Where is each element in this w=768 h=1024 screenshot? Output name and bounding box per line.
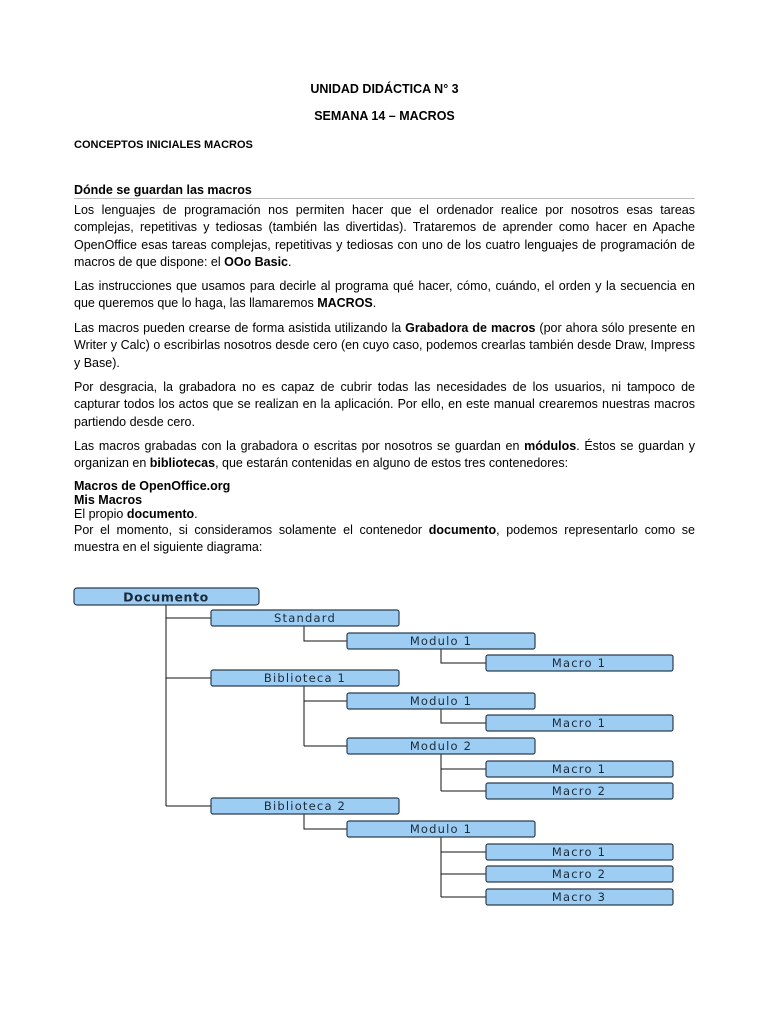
- node-b1-m2-macro2: [486, 783, 673, 799]
- node-standard-label: Standard: [274, 611, 336, 625]
- node-std-m1-macro1-label: Macro 1: [551, 656, 607, 670]
- section-label: CONCEPTOS INICIALES MACROS: [74, 139, 253, 151]
- node-biblioteca1-label: Biblioteca 1: [263, 671, 347, 685]
- node-standard: [211, 610, 399, 626]
- container-openoffice: Macros de OpenOffice.org: [74, 479, 231, 493]
- ooo-basic-term: OOo Basic: [224, 255, 289, 270]
- node-b2-m1-macro2: [486, 866, 673, 882]
- paragraph-storage-c: , que estarán contenidas en alguno de estos tres contenedores:: [215, 456, 569, 471]
- node-std-m1-macro1: [486, 655, 673, 671]
- container-document-end: .: [194, 507, 198, 521]
- node-b1-m1-macro1-label: Macro 1: [551, 716, 607, 730]
- unit-title: UNIDAD DIDÁCTICA N° 3: [310, 82, 459, 96]
- node-std-modulo1: [347, 633, 535, 649]
- connector-b1-modulo2: [441, 754, 486, 791]
- document-term-2: documento: [428, 523, 497, 537]
- node-b1-m2-macro1-label: Macro 1: [551, 762, 607, 776]
- paragraph-instructions-text: Las instrucciones que usamos para decirle al programa qué hacer, cómo, cuándo, el orden y la secuencia en que queremos que lo haga, las llamaremos: [74, 279, 695, 311]
- document-term: documento: [126, 507, 195, 521]
- connector-standard: [304, 626, 347, 641]
- paragraph-recorder-b: (por ahora sólo presente en Writer y Calc) o escribirlas nosotros desde cero (en cuyo caso, podemos crearlas también desde Draw, Impress y Base).: [74, 321, 696, 370]
- node-b2-m1-macro3: [486, 889, 673, 905]
- node-b2-m1-macro1-label: Macro 1: [551, 845, 607, 859]
- paragraph-limitations-text: Por desgracia, la grabadora no es capaz de cubrir todas las necesidades de los usuarios, ni tampoco de capturar todos los actos que se realizan en la aplicación. Por ello, en este manual crearemos nuestras macros partiendo desde cero.: [74, 380, 695, 429]
- node-documento: [74, 588, 259, 605]
- modules-term: módulos: [524, 439, 577, 453]
- node-biblioteca2-label: Biblioteca 2: [263, 799, 347, 813]
- connector-std-modulo1: [441, 649, 486, 663]
- paragraph-diagram-intro-a: Por el momento, si consideramos solamente el contenedor: [74, 523, 429, 537]
- node-b1-m2-macro2-label: Macro 2: [551, 784, 607, 798]
- recorder-term: Grabadora de macros: [405, 321, 536, 335]
- node-b1-m2-macro1: [486, 761, 673, 777]
- section-heading: Dónde se guardan las macros: [74, 183, 695, 199]
- paragraph-storage-b: . Éstos se guardan y organizan en: [74, 439, 696, 471]
- node-b2-m1-macro1: [486, 844, 673, 860]
- paragraph-instructions-end: .: [372, 296, 377, 311]
- container-my-macros: Mis Macros: [74, 493, 143, 507]
- connector-biblioteca1: [304, 686, 347, 746]
- node-b1-modulo2: [347, 738, 535, 754]
- paragraph-diagram-intro-b: , podemos representarlo como se muestra en el siguiente diagrama:: [74, 523, 695, 555]
- connector-b1-modulo1: [441, 709, 486, 723]
- node-b1-modulo1-label: Modulo 1: [409, 694, 473, 708]
- connector-biblioteca2: [304, 814, 347, 829]
- node-b2-modulo1: [347, 821, 535, 837]
- node-biblioteca2: [211, 798, 399, 814]
- node-b2-modulo1-label: Modulo 1: [409, 822, 473, 836]
- paragraph-recorder-a: Las macros pueden crearse de forma asistida utilizando la: [74, 321, 406, 335]
- node-biblioteca1: [211, 670, 399, 686]
- libraries-term: bibliotecas: [149, 456, 216, 471]
- paragraph-intro-text: Los lenguajes de programación nos permiten hacer que el ordenador realice por nosotros esas tareas complejas, repetitivas y tediosas (también las divertidas). Trataremos de aprender como hacer en Apache OpenOffice esas tareas complejas, repetitivas y tediosas con uno de los cuatro lenguajes de programación de macros de que dispone: el: [74, 203, 695, 270]
- node-documento-label: Documento: [123, 589, 209, 605]
- macros-term: MACROS: [317, 296, 373, 311]
- paragraph-storage-a: Las macros grabadas con la grabadora o escritas por nosotros se guardan en: [74, 439, 525, 453]
- connector-root: [166, 603, 211, 806]
- week-title: SEMANA 14 – MACROS: [314, 109, 455, 123]
- paragraph-intro-end: .: [288, 255, 292, 270]
- node-b1-modulo1: [347, 693, 535, 709]
- node-b2-m1-macro2-label: Macro 2: [551, 867, 607, 881]
- node-b1-m1-macro1: [486, 715, 673, 731]
- node-b1-modulo2-label: Modulo 2: [409, 739, 473, 753]
- container-document-a: El propio: [74, 507, 127, 521]
- connector-b2-modulo1: [441, 837, 486, 897]
- node-b2-m1-macro3-label: Macro 3: [551, 890, 607, 904]
- node-std-modulo1-label: Modulo 1: [409, 634, 473, 648]
